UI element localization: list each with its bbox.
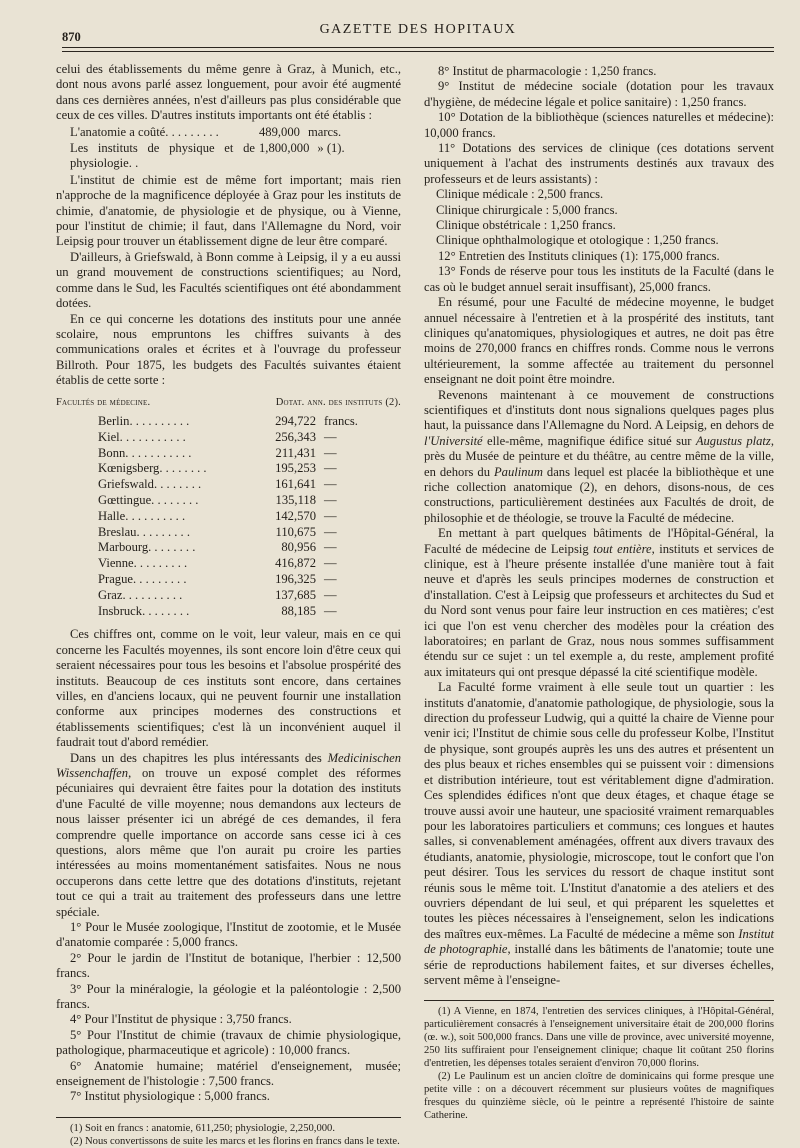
table-row: [56, 446, 401, 462]
table-row: [56, 477, 401, 493]
list-item: 8° Institut de pharmacologie : 1,250 francs.: [438, 64, 657, 78]
table-unit: —: [324, 429, 337, 444]
footnote-rule: [56, 1117, 401, 1118]
paragraph: En ce qui concerne les dotations des instituts pour une année scolaire, nous empruntons les chiffres suivants à des communications orales et écrites et à l'ouvrage du professeur Billroth. Pour 1875, les budgets des Facultés suivantes étaient établis de cette sorte :: [56, 311, 401, 388]
table-row: [56, 414, 401, 430]
footnote-rule: [424, 1000, 774, 1001]
cost-row: [56, 141, 401, 172]
table-city: Vienne. . . . . . . . .: [98, 556, 188, 571]
table-amount: 416,872: [275, 556, 316, 571]
text-run: elle-même, magnifique édifice situé sur: [482, 433, 696, 448]
header-rule-thick: [62, 47, 774, 48]
cost-value: 489,000: [259, 124, 300, 139]
table-city: Prague. . . . . . . . .: [98, 571, 187, 586]
table-row: [56, 525, 401, 541]
table-row: [56, 540, 401, 556]
list-item: 3° Pour la minéralogie, la géologie et la paléontologie : 2,500 francs.: [56, 981, 401, 1012]
table-unit: —: [324, 477, 337, 492]
place-name: Augustus platz: [695, 433, 771, 448]
right-column: [424, 64, 774, 1122]
table-city: Kiel. . . . . . . . . . .: [98, 429, 186, 444]
text-run: , instituts et services de clinique, est à l'heure présente installée d'une manière tout à fait neuve et d'après les seuls principes modernes de construction et d'installation. C'est à Leipsig que professeurs et architectes du Sud et du Nord sont venus pour faire leur instruction en ces matières; c'est ici que l'on est venu chercher des modèles pour la création des laboratoires; en parlant de Graz, nous nous sommes suffisamment étendu sur ce sujet : un tel exemple a, du reste, amplement profité aux imitateurs qui ont presque dépassé la cité scientifique modèle.: [424, 541, 774, 679]
table-row: [56, 430, 401, 446]
table-unit: —: [324, 492, 337, 507]
paragraph: celui des établissements du même genre à Graz, à Munich, etc., dont nous avons parlé assez longuement, pour avoir été augmenté dans ces dernières années, n'est d'ailleurs pas plus considérable que ceux de ces villes. D'autres instituts importants ont été établis :: [56, 62, 401, 123]
table-row: [56, 461, 401, 477]
table-amount: 196,325: [275, 571, 316, 586]
table-unit: —: [324, 445, 337, 460]
emphasis: Institut de photographie: [424, 926, 774, 957]
clinic-item: Clinique médicale : 2,500 francs.: [436, 187, 604, 202]
cost-row: [56, 125, 401, 140]
table-unit: —: [324, 461, 337, 476]
place-name: Paulinum: [493, 464, 543, 479]
list-item: 9° Institut de médecine sociale (dotation pour les travaux d'hygiène, de médecine légale et police sanitaire) : 1,250 francs.: [424, 79, 774, 109]
table-city: Marbourg. . . . . . . .: [98, 540, 196, 555]
text-run: , installé dans les bâtiments de l'anatomie; toute une série de reproductions habilement faites, et sur diverses échelles, servent même à l'enseigne-: [424, 942, 774, 987]
list-item: 5° Pour l'Institut de chimie (travaux de chimie physiologique, pathologique, pharmaceutique et agricole) : 10,000 francs.: [56, 1027, 401, 1058]
table-unit: —: [324, 603, 337, 618]
paragraph: [424, 680, 774, 988]
table-amount: 294,722: [275, 413, 316, 428]
table-row: [56, 588, 401, 604]
table-unit: —: [324, 540, 337, 555]
table-unit: —: [324, 508, 337, 523]
table-header-left: Facultés de médecine.: [56, 396, 151, 408]
header-rule-thin: [62, 51, 774, 52]
paragraph: [424, 388, 774, 527]
table-row: [56, 493, 401, 509]
text-run: Dans un des chapitres les plus intéressants des: [70, 750, 328, 765]
table-row: [56, 509, 401, 525]
cost-label: L'anatomie a coûté. . . . . . . . .: [70, 124, 219, 139]
paragraph: Ces chiffres ont, comme on le voit, leur valeur, mais en ce qui concerne les Facultés moyennes, ils sont encore loin d'être ceux qui seraient nécessaires pour tous les besoins et l'absolue prospérité des instituts. Beaucoup de ces instituts sont encore, dans certaines villes, en d'anciens locaux, qui ne peuvent fournir une installation conforme aux principes modernes des constructions et établissements scientifiques; c'est là un inconvénient auquel il faudrait tout d'abord remédier.: [56, 627, 401, 750]
table-city: Gœttingue. . . . . . . .: [98, 492, 199, 507]
table-amount: 195,253: [275, 461, 316, 476]
list-item: 11° Dotations des services de clinique (ces dotations servent uniquement à l'achat des instruments destinés aux travaux des professeurs et de leurs assistants) :: [424, 141, 774, 186]
list-item: 2° Pour le jardin de l'Institut de botanique, l'herbier : 12,500 francs.: [56, 950, 401, 981]
text-run: dans lequel est placée la bibliothèque et une riche collection anatomique (2), en dehors, disons-nous, de ces constructions, particulièrement destinées aux Facultés de droit, de philosophie et de théologie, se trouve la Faculté de médecine.: [424, 464, 774, 525]
paragraph: L'institut de chimie est de même fort important; mais rien n'approche de la magnificence déployée à Graz pour les instituts de chimie, d'anatomie, de physiologie et de physique, ou à Vienne, pour l'institut de chimie; il faut, dans l'Allemagne du Nord, voir Leipsig pour trouver un établissement digne de leur être comparé.: [56, 172, 401, 249]
table-unit: —: [324, 571, 337, 586]
footnote: (1) Soit en francs : anatomie, 611,250; physiologie, 2,250,000.: [70, 1122, 335, 1134]
table-city: Bonn. . . . . . . . . . .: [98, 445, 192, 460]
table-amount: 142,570: [275, 508, 316, 523]
cost-value: 1,800,000: [259, 141, 310, 156]
running-title: GAZETTE DES HOPITAUX: [319, 22, 517, 37]
book-title: Medicinischen Wissenchaffen: [56, 750, 401, 780]
table-city: Berlin. . . . . . . . . .: [98, 413, 190, 428]
paragraph: [424, 526, 774, 680]
text-run: En mettant à part quelques bâtiments de l'Hôpital-Général, la Faculté de médecine de Leipsig: [424, 526, 774, 556]
clinic-item: Clinique chirurgicale : 5,000 francs.: [436, 202, 618, 217]
table-city: Kœnigsberg. . . . . . . .: [98, 461, 207, 476]
text-run: , on trouve un exposé complet des réformes pécuniaires qui devraient être faites pour la dotation des instituts d'une Faculté de ville moyenne; nous demandons aux lecteurs de nous laisser présenter ici un abrégé de ces demandes, il fera comprendre quelle importance on accorde sans cesse ici à ces questions, alors même que l'on aurait pu croire les parties intéressées au moins momentanément satisfaites. Nous ne nous occuperons dans cette lettre que des dotations d'instituts, rejetant tout ce qui a trait au traitement des professeurs dans une lettre spéciale.: [56, 765, 401, 919]
place-name: l'Université: [424, 433, 483, 448]
clinic-item: Clinique obstétricale : 1,250 francs.: [436, 218, 616, 233]
text-run: La Faculté forme vraiment à elle seule tout un quartier : les instituts d'anatomie, d'anatomie pathologique, de physiologie, sous la direction du professeur Ludwig, qui a quitté la chaire de Vienne pour venir ici; l'Institut de chimie sous celle du professeur Kolbe, l'Institut de physique, sont groupés auprès les uns des autres et présentent un des plus beaux et riches ensembles qui se puissent voir : dimensions et distribution intérieure, tout est véritablement digne d'admiration. Ces splendides édifices n'ont que deux étages, et chaque étage se trouve aussi avoir une hauteur, une spaciosité vraiment remarquables pour les laboratoires particuliers et communs; ces longues et hautes salles, si convenablement aménagées, offrent aux divers travaux des étudiants, anatomie, physiologie, microscope, tout le confort que l'on peut désirer. Tous les services du ressort de chaque institut sont réunis sous le même toit. L'Institut d'anatomie a des ateliers et des ouvriers dépendant de lui seul, et qui préparent les squelettes et toutes les pièces nécessaires à l'enseignement, selon les indications des maîtres eux-mêmes. La Faculté de médecine a même son: [424, 680, 774, 941]
text-run: Revenons maintenant à ce mouvement de constructions scientifiques et d'instituts dont nous signalions quelques pages plus haut, la puissance dans l'Allemagne du Nord. A Leipsig, en dehors de: [424, 387, 774, 433]
list-item: 12° Entretien des Instituts cliniques (1): 175,000 francs.: [438, 248, 720, 263]
footnote: (2) Nous convertissons de suite les marcs et les florins en francs dans le texte.: [70, 1135, 400, 1147]
table-amount: 135,118: [275, 492, 316, 507]
cost-unit: marcs.: [307, 124, 342, 139]
table-city: Halle. . . . . . . . . .: [98, 508, 186, 523]
table-city: Insbruck. . . . . . . .: [98, 603, 190, 618]
list-item: 6° Anatomie humaine; matériel d'enseignement, musée; enseignement de l'histologie : 7,500 francs.: [56, 1058, 401, 1089]
table-unit: —: [324, 587, 337, 602]
footnote: (2) Le Paulinum est un ancien cloître de dominicains qui forme presque une petite ville : on a découvert récemment sur plusieurs voûtes de magnifiques fresques du quinzième siècle, où le peintre a représenté l'histoire de sainte Catherine.: [424, 1071, 774, 1122]
table-unit: francs.: [324, 413, 358, 428]
table-row: [56, 572, 401, 588]
cost-label: Les instituts de physique et de physiologie. .: [70, 141, 255, 171]
table-amount: 80,956: [281, 540, 316, 555]
table-city: Breslau. . . . . . . . .: [98, 524, 190, 539]
clinic-item: Clinique ophthalmologique et otologique : 1,250 francs.: [436, 233, 719, 248]
table-unit: —: [324, 524, 337, 539]
table-header: [56, 395, 401, 410]
emphasis: tout entière: [593, 541, 652, 556]
table-row: [56, 604, 401, 620]
paragraph: [56, 751, 401, 920]
table-amount: 137,685: [275, 587, 316, 602]
table-amount: 161,641: [275, 477, 316, 492]
table-row: [56, 556, 401, 572]
paragraph: En résumé, pour une Faculté de médecine moyenne, le budget annuel nécessaire à l'entretien et à la prospérité des instituts, tant cliniques qu'anatomiques, physiologiques et autres, ne doit pas être moins de 270,000 francs en chiffres ronds. Comme nous le verrons ultérieurement, la somme affectée au traitement du personnel enseignant ne doit point être moindre.: [424, 295, 774, 387]
table-amount: 211,431: [275, 445, 316, 460]
page-number: 870: [62, 30, 81, 44]
cost-unit: » (1).: [317, 141, 345, 156]
table-amount: 88,185: [281, 603, 316, 618]
table-unit: —: [324, 556, 337, 571]
list-item: 10° Dotation de la bibliothèque (sciences naturelles et médecine): 10,000 francs.: [424, 110, 774, 140]
paragraph: D'ailleurs, à Griefswald, à Bonn comme à Leipsig, il y a eu aussi un grand mouvement de constructions scientifiques; au Nord, comme dans le Sud, les Facultés scientifiques ont été abondamment dotées.: [56, 249, 401, 311]
table-city: Graz. . . . . . . . . .: [98, 587, 183, 602]
footnote: (1) A Vienne, en 1874, l'entretien des services cliniques, à l'Hôpital-Général, particulièrement consacrés à l'enseignement universitaire était de 200,000 florins (œ. w.), soit 500,000 francs. Dans une ville de province, avec université moyenne, 250 lits suffiraient pour l'enseignement clinique; chaque lit coûtant 250 florins d'entretien, les dépenses totales seraient d'environ 70,000 florins.: [424, 1006, 774, 1070]
left-column: [56, 62, 401, 1148]
page-header: [62, 22, 774, 44]
table-header-right: Dotat. ann. des instituts (2).: [275, 396, 401, 408]
list-item: 4° Pour l'Institut de physique : 3,750 francs.: [70, 1012, 292, 1027]
list-item: 1° Pour le Musée zoologique, l'Institut de zootomie, et le Musée d'anatomie comparée : 5,000 francs.: [56, 920, 401, 950]
list-item: 13° Fonds de réserve pour tous les instituts de la Faculté (dans le cas où le budget annuel serait insuffisant), 25,000 francs.: [424, 264, 774, 294]
table-amount: 256,343: [275, 429, 316, 444]
list-item: 7° Institut physiologique : 5,000 francs.: [70, 1089, 270, 1104]
text-run: , près du Musée de peinture et du théâtre, au centre même de la ville, en dehors du: [424, 433, 774, 479]
table-amount: 110,675: [275, 524, 316, 539]
table-city: Griefswald. . . . . . . .: [98, 477, 202, 492]
